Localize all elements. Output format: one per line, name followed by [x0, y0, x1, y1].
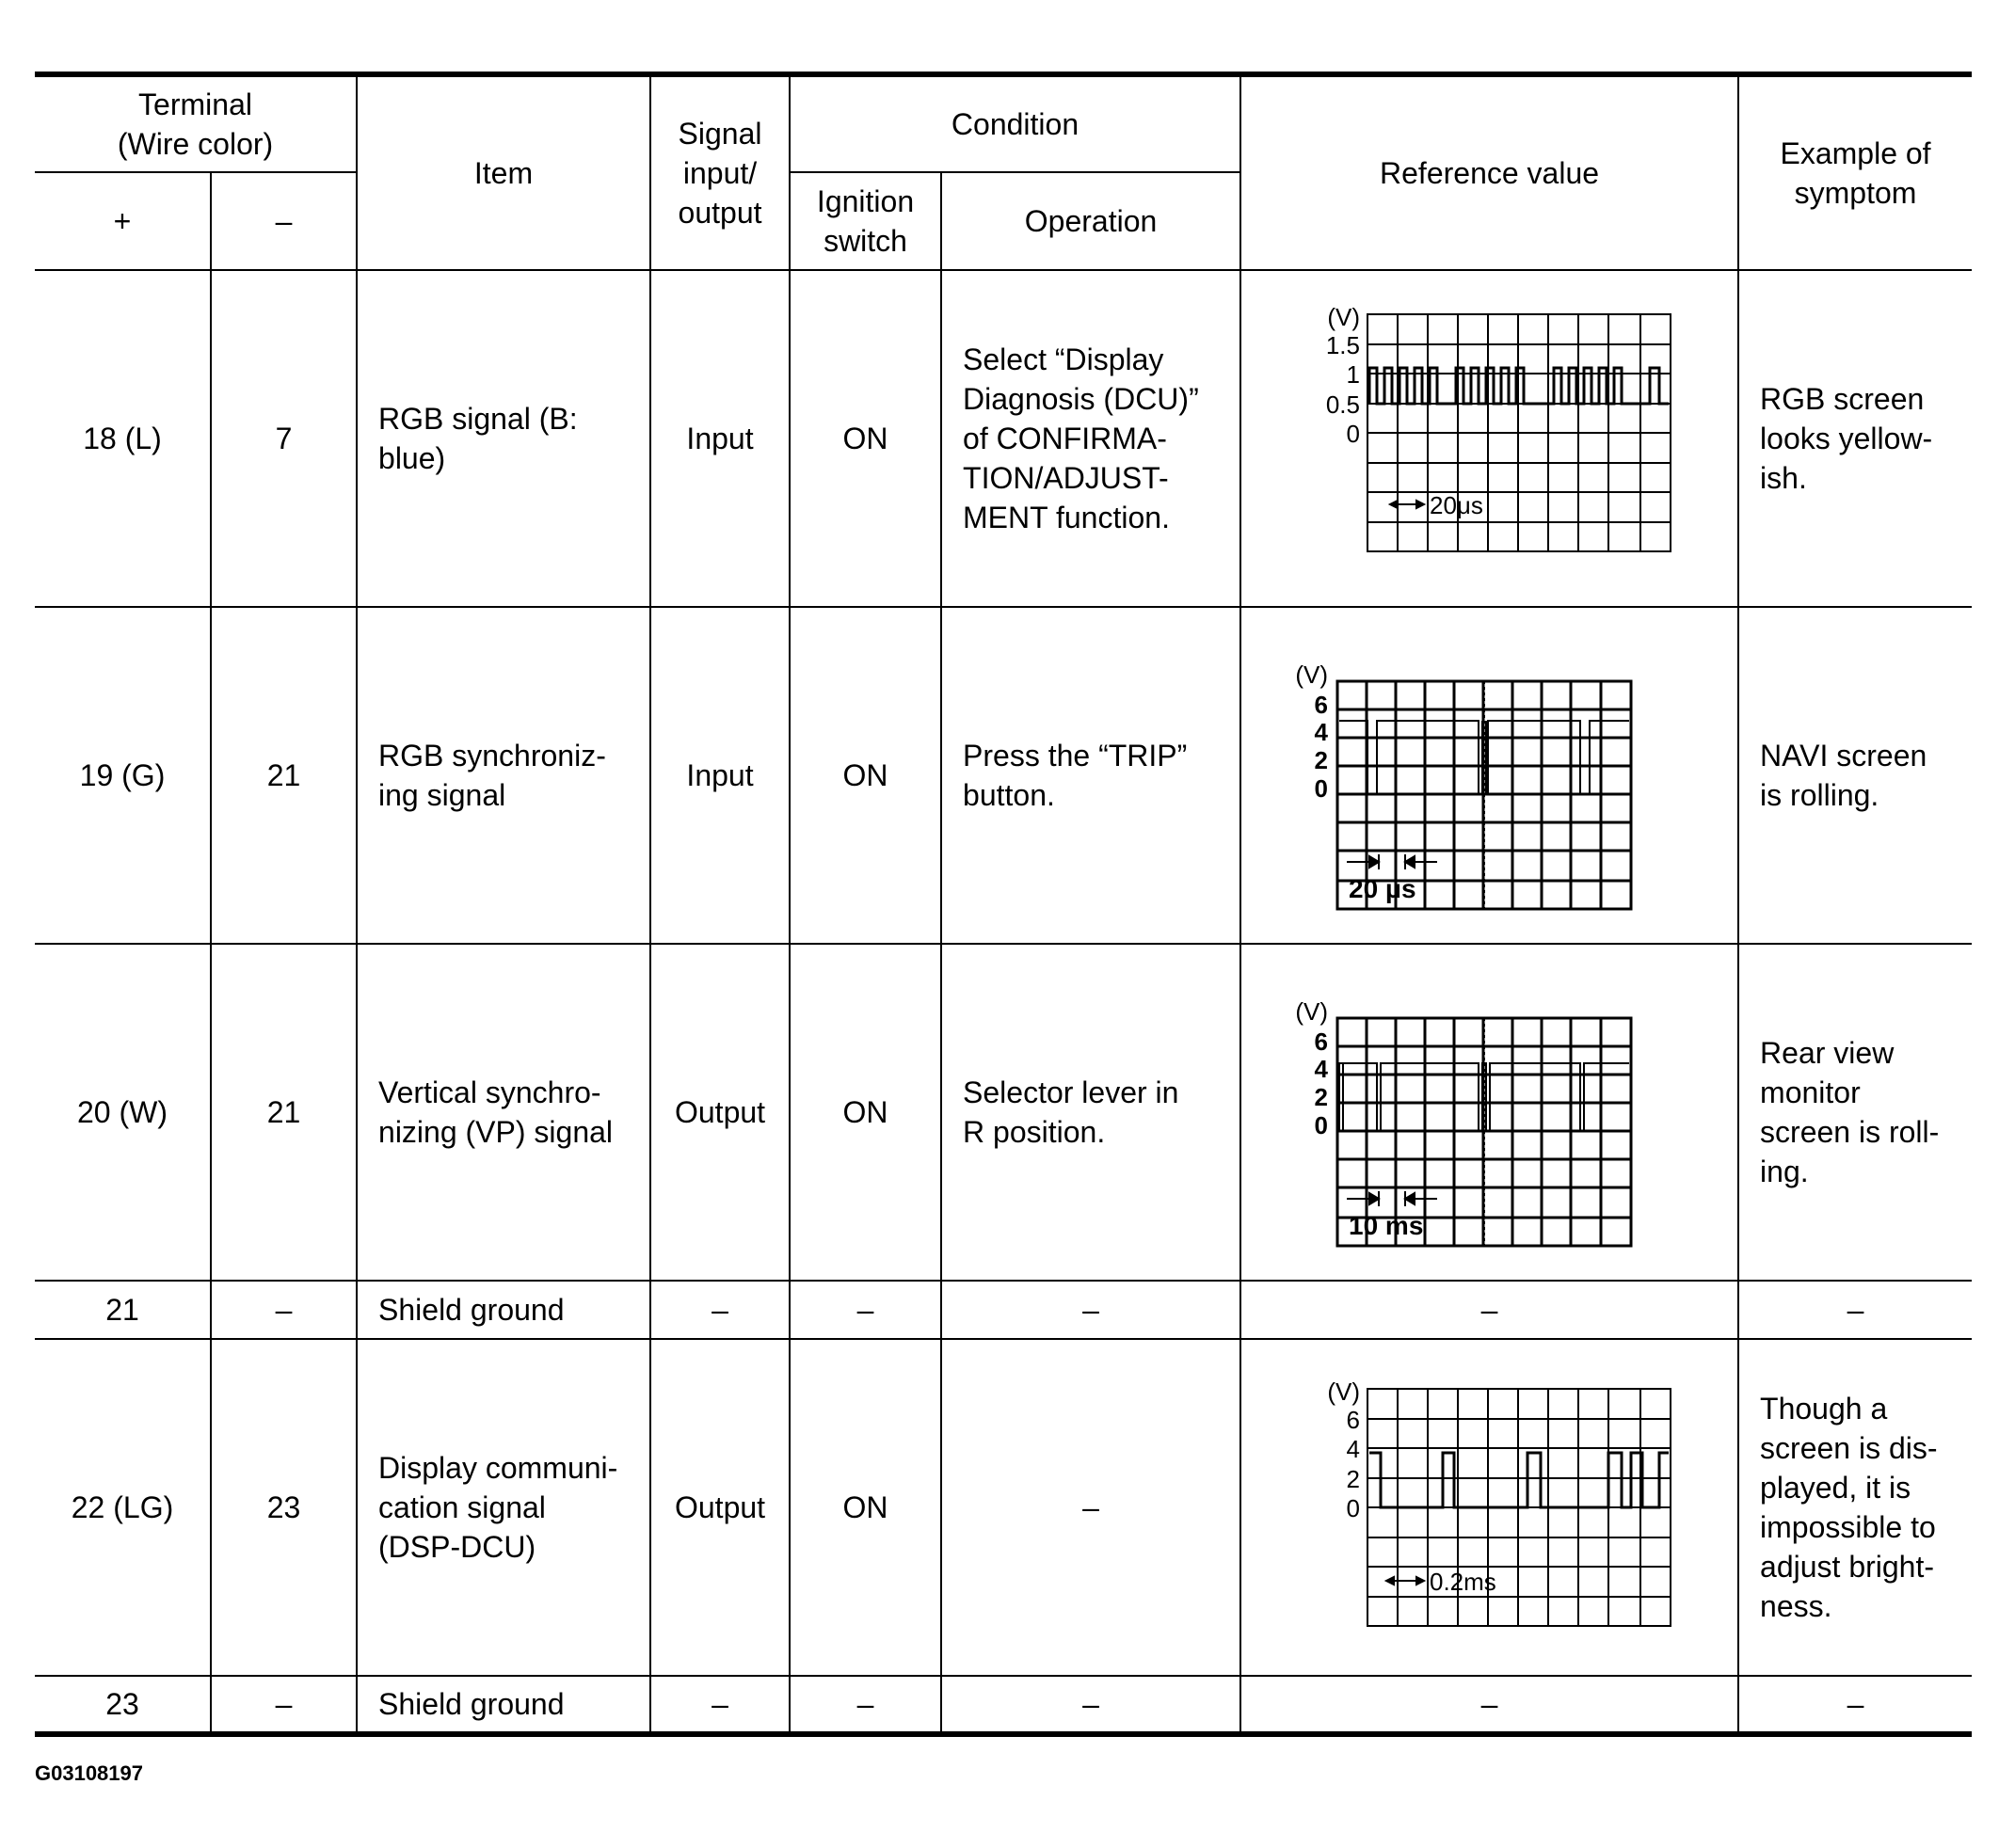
reference-value	[1240, 1339, 1738, 1676]
reference-value	[1240, 944, 1738, 1281]
table-row	[35, 607, 1972, 944]
header-signal-io: Signal input/ output	[650, 74, 790, 270]
y-tick: 6	[1346, 1406, 1360, 1434]
header-terminal: Terminal (Wire color)	[35, 74, 357, 172]
symptom: Rear view monitor screen is roll- ing.	[1738, 944, 1972, 1281]
scope-grid	[1367, 314, 1671, 551]
header-minus: –	[211, 172, 357, 270]
waveform-vp-signal	[1273, 971, 1706, 1253]
header-plus: +	[35, 172, 211, 270]
terminal-spec-table	[35, 72, 1972, 1737]
terminal-plus: 22 (LG)	[35, 1339, 211, 1676]
table-header-row	[35, 74, 1972, 172]
y-tick: 2	[1346, 1465, 1360, 1493]
operation: –	[941, 1339, 1240, 1676]
reference-value: –	[1240, 1676, 1738, 1734]
terminal-minus: 21	[211, 944, 357, 1281]
ignition-switch: –	[790, 1281, 941, 1339]
y-tick: 4	[1314, 718, 1328, 746]
item-name: RGB signal (B: blue)	[357, 270, 650, 607]
symptom: –	[1738, 1676, 1972, 1734]
terminal-plus: 20 (W)	[35, 944, 211, 1281]
terminal-plus: 19 (G)	[35, 607, 211, 944]
waveform-sync-signal	[1273, 634, 1706, 916]
item-name: Shield ground	[357, 1676, 650, 1734]
time-division: 20μs	[1429, 491, 1483, 519]
ignition-switch: ON	[790, 1339, 941, 1676]
terminal-minus: 7	[211, 270, 357, 607]
ignition-switch: ON	[790, 270, 941, 607]
voltage-unit: (V)	[1294, 661, 1328, 689]
ignition-switch: ON	[790, 944, 941, 1281]
table-row	[35, 270, 1972, 607]
time-division: 0.2ms	[1429, 1568, 1496, 1596]
terminal-minus: –	[211, 1676, 357, 1734]
reference-value: –	[1240, 1281, 1738, 1339]
y-tick: 0	[1346, 420, 1360, 448]
operation: Press the “TRIP” button.	[941, 607, 1240, 944]
terminal-plus: 18 (L)	[35, 270, 211, 607]
terminal-plus: 21	[35, 1281, 211, 1339]
time-division: 20 μs	[1348, 874, 1416, 903]
item-name: Vertical synchro- nizing (VP) signal	[357, 944, 650, 1281]
time-division: 10 ms	[1348, 1211, 1423, 1240]
terminal-plus: 23	[35, 1676, 211, 1734]
reference-value	[1240, 270, 1738, 607]
item-name: Shield ground	[357, 1281, 650, 1339]
voltage-unit: (V)	[1294, 997, 1328, 1026]
operation: –	[941, 1676, 1240, 1734]
signal-io: Output	[650, 944, 790, 1281]
reference-value	[1240, 607, 1738, 944]
signal-io: Output	[650, 1339, 790, 1676]
ignition-switch: –	[790, 1676, 941, 1734]
signal-io: –	[650, 1281, 790, 1339]
item-name: RGB synchroniz- ing signal	[357, 607, 650, 944]
terminal-minus: 21	[211, 607, 357, 944]
figure-id: G03108197	[35, 1761, 143, 1785]
symptom: –	[1738, 1281, 1972, 1339]
operation: Selector lever in R position.	[941, 944, 1240, 1281]
y-tick: 0	[1346, 1494, 1360, 1522]
y-tick: 0	[1314, 1111, 1328, 1139]
waveform-dsp-dcu-signal	[1273, 1366, 1706, 1649]
y-tick: 0	[1314, 774, 1328, 803]
table-row	[35, 1676, 1972, 1734]
signal-io: –	[650, 1676, 790, 1734]
y-tick: 1.5	[1325, 331, 1360, 359]
header-condition: Condition	[790, 74, 1240, 172]
y-tick: 0.5	[1325, 390, 1360, 419]
header-symptom: Example of symptom	[1738, 74, 1972, 270]
y-tick: 4	[1314, 1055, 1328, 1083]
y-tick: 6	[1314, 691, 1328, 719]
header-operation: Operation	[941, 172, 1240, 270]
time-arrow	[1390, 501, 1424, 508]
terminal-minus: 23	[211, 1339, 357, 1676]
item-name: Display communi- cation signal (DSP-DCU)	[357, 1339, 650, 1676]
table-row	[35, 1339, 1972, 1676]
y-tick: 4	[1346, 1435, 1360, 1463]
ignition-switch: ON	[790, 607, 941, 944]
operation: –	[941, 1281, 1240, 1339]
symptom: Though a screen is dis- played, it is impossible to adjust bright- ness.	[1738, 1339, 1972, 1676]
time-arrow	[1386, 1577, 1424, 1585]
voltage-unit: (V)	[1326, 303, 1360, 331]
header-ignition-switch: Ignition switch	[790, 172, 941, 270]
symptom: NAVI screen is rolling.	[1738, 607, 1972, 944]
y-tick: 1	[1346, 360, 1360, 389]
symptom: RGB screen looks yellow- ish.	[1738, 270, 1972, 607]
terminal-minus: –	[211, 1281, 357, 1339]
signal-io: Input	[650, 270, 790, 607]
header-reference-value: Reference value	[1240, 74, 1738, 270]
header-item: Item	[357, 74, 650, 270]
voltage-unit: (V)	[1326, 1378, 1360, 1406]
waveform-rgb-signal	[1273, 297, 1706, 580]
operation: Select “Display Diagnosis (DCU)” of CONFIRMA- TION/ADJUST- MENT function.	[941, 270, 1240, 607]
signal-io: Input	[650, 607, 790, 944]
terminal-spec-document	[35, 72, 1972, 1737]
y-tick: 6	[1314, 1028, 1328, 1056]
table-row	[35, 1281, 1972, 1339]
y-tick: 2	[1314, 746, 1328, 774]
y-tick: 2	[1314, 1083, 1328, 1111]
table-row	[35, 944, 1972, 1281]
